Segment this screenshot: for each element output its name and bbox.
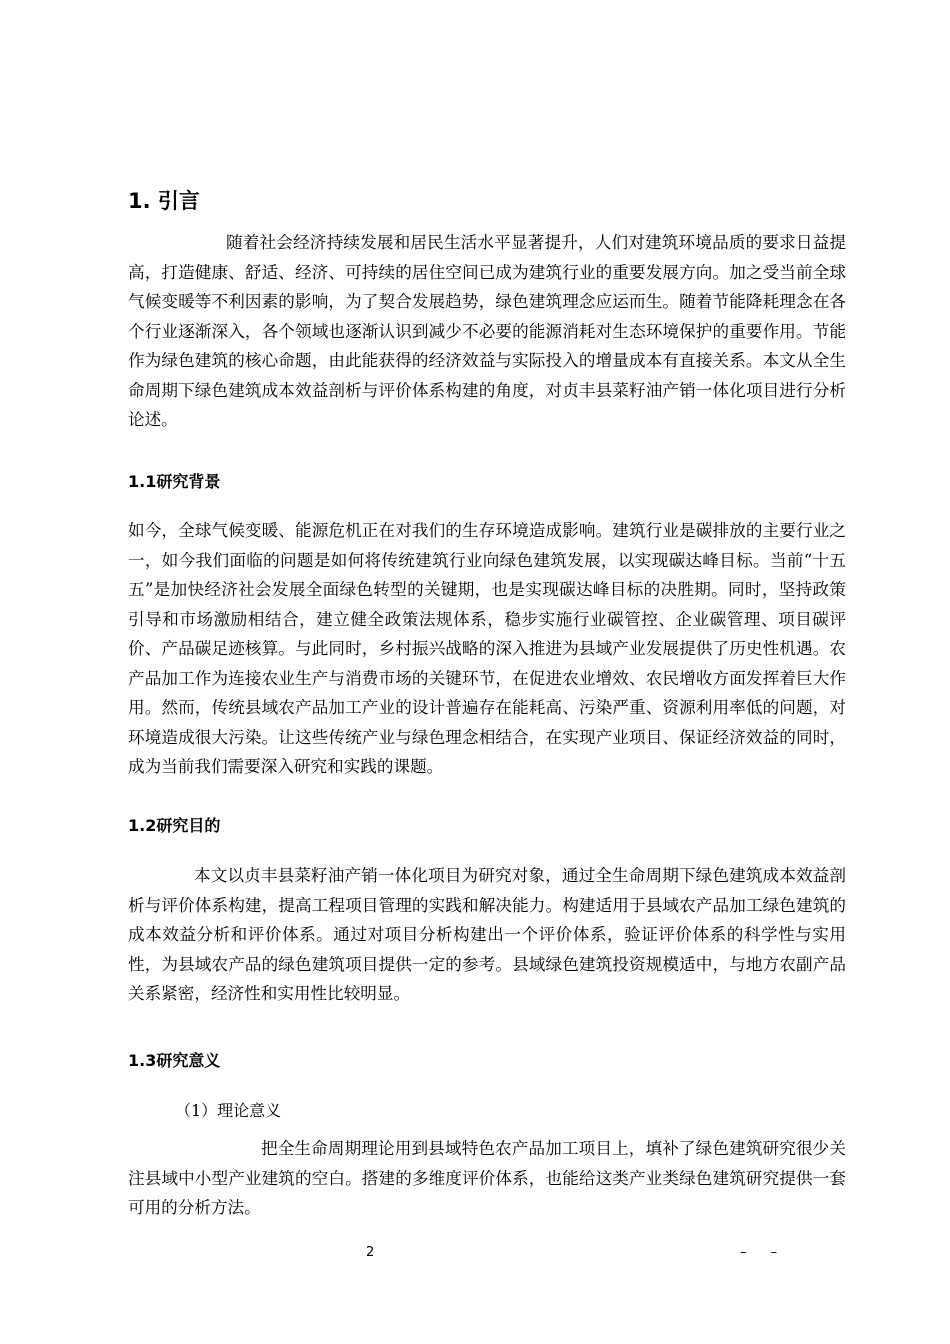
section-heading-purpose: 1.2研究目的 <box>128 816 221 835</box>
footer-dashes: – – <box>740 1245 788 1260</box>
page-number: 2 <box>366 1245 375 1260</box>
chapter-heading: 1. 引言 <box>128 189 200 213</box>
subsection-theory-label: （1）理论意义 <box>175 1101 282 1120</box>
purpose-paragraph: 本文以贞丰县菜籽油产销一体化项目为研究对象，通过全生命周期下绿色建筑成本效益剖析与评价体系构建，提高工程项目管理的实践和解决能力。构建适用于县域农产品加工绿色建筑的成本效益分析和评价体系。通过对项目分析构建出一个评价体系，验证评价体系的科学性与实用性，为县域农产品的绿色建筑项目提供一定的参考。县域绿色建筑投资规模适中，与地方农副产品关系紧密，经济性和实用性比较明显。 <box>128 866 846 1003</box>
section-heading-significance: 1.3研究意义 <box>128 1051 221 1070</box>
intro-paragraph: 随着社会经济持续发展和居民生活水平显著提升，人们对建筑环境品质的要求日益提高，打造健康、舒适、经济、可持续的居住空间已成为建筑行业的重要发展方向。加之受当前全球气候变暖等不利因素的影响，为了契合发展趋势，绿色建筑理念应运而生。随着节能降耗理念在各个行业逐渐深入，各个领域也逐渐认识到减少不必要的能源消耗对生态环境保护的重要作用。节能作为绿色建筑的核心命题，由此能获得的经济效益与实际投入的增量成本有直接关系。本文从全生命周期下绿色建筑成本效益剖析与评价体系构建的角度，对贞丰县菜籽油产销一体化项目进行分析论述。 <box>128 233 846 429</box>
significance-paragraph: 把全生命周期理论用到县域特色农产品加工项目上，填补了绿色建筑研究很少关注县域中小型产业建筑的空白。搭建的多维度评价体系，也能给这类产业类绿色建筑研究提供一套可用的分析方法。 <box>128 1139 846 1217</box>
background-paragraph: 如今，全球气候变暖、能源危机正在对我们的生存环境造成影响。建筑行业是碳排放的主要行业之一，如今我们面临的问题是如何将传统建筑行业向绿色建筑发展，以实现碳达峰目标。当前“十五五”是加快经济社会发展全面绿色转型的关键期，也是实现碳达峰目标的决胜期。同时，坚持政策引导和市场激励相结合，建立健全政策法规体系，稳步实施行业碳管控、企业碳管理、项目碳评价、产品碳足迹核算。与此同时，乡村振兴战略的深入推进为县域产业发展提供了历史性机遇。农产品加工作为连接农业生产与消费市场的关键环节，在促进农业增效、农民增收方面发挥着巨大作用。然而，传统县域农产品加工产业的设计普遍存在能耗高、污染严重、资源利用率低的问题，对环境造成很大污染。让这些传统产业与绿色理念相结合，在实现产业项目、保证经济效益的同时，成为当前我们需要深入研究和实践的课题。 <box>128 521 846 776</box>
section-heading-background: 1.1研究背景 <box>128 472 221 491</box>
